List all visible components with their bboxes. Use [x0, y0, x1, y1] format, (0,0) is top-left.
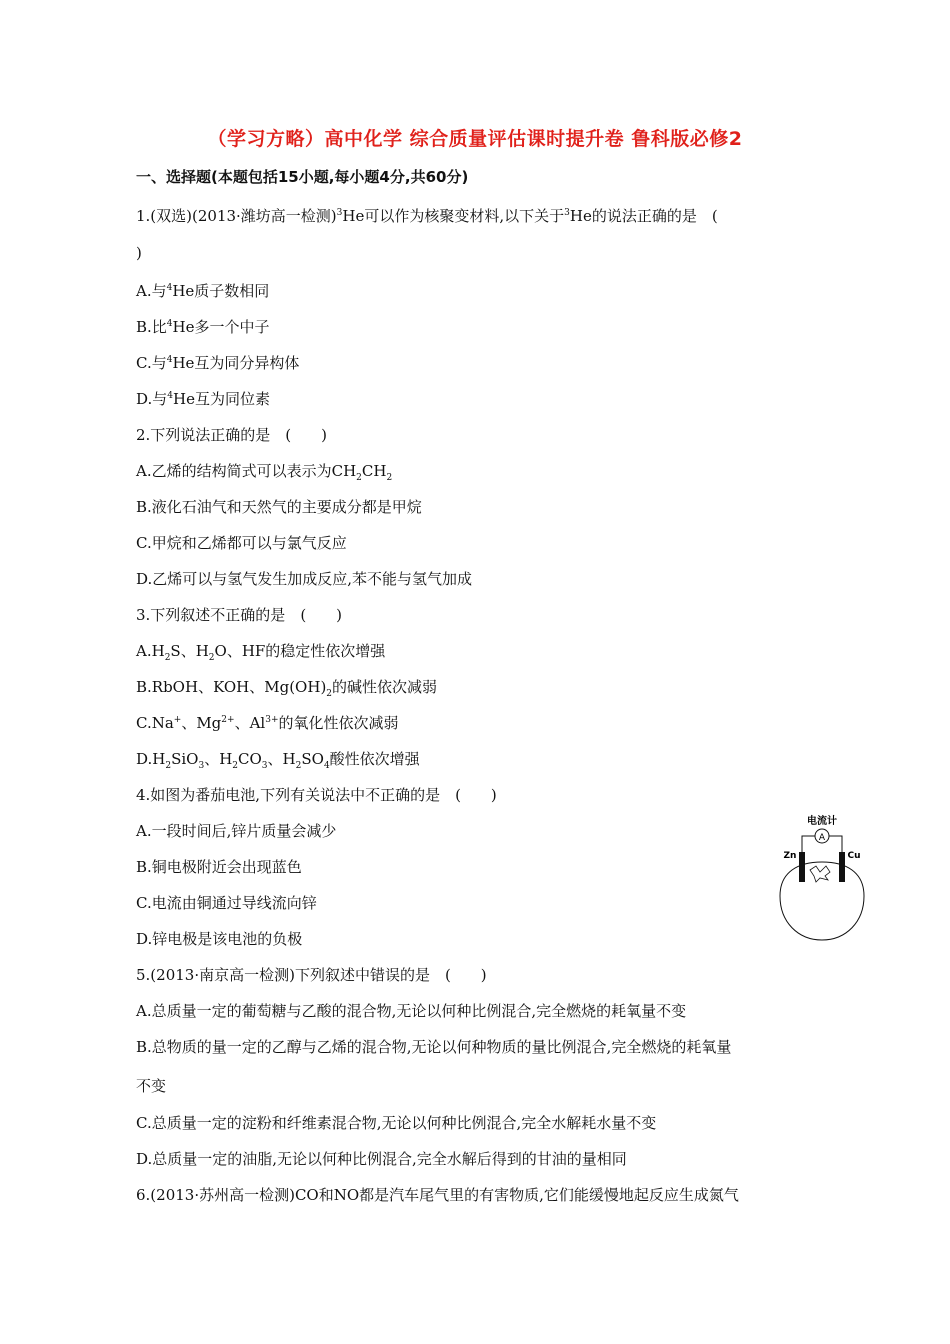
- ammeter-symbol: A: [818, 833, 826, 843]
- q1-stem: 1.(双选)(2013·潍坊高一检测)$^3$He可以作为核聚变材料,以下关于$^3$He的说法正确的是 (: [136, 207, 718, 225]
- q2-option-d: D.乙烯可以与氢气发生加成反应,苯不能与氢气加成: [136, 570, 473, 588]
- q5-option-b-cont: 不变: [136, 1077, 167, 1095]
- q5-stem: 5.(2013·南京高一检测)下列叙述中错误的是 ( ): [136, 966, 487, 984]
- tomato-battery-diagram: [770, 812, 870, 946]
- q2-option-b: B.液化石油气和天然气的主要成分都是甲烷: [136, 498, 422, 516]
- right-wire: [829, 836, 842, 852]
- q4-option-a: A.一段时间后,锌片质量会减少: [136, 822, 337, 840]
- q3-option-a: $A.H_2S$、$H_2O$、HF的稳定性依次增强: [136, 642, 386, 663]
- q4-option-c: C.电流由铜通过导线流向锌: [136, 894, 317, 912]
- q1-option-b: B.比$^4$He多一个中子: [136, 318, 270, 336]
- q3-option-d: $D.H_2SiO_3$、$H_2CO_3$、$H_2SO_4$酸性依次增强: [136, 750, 420, 771]
- q1-option-d: D.与$^4$He互为同位素: [136, 390, 270, 408]
- zinc-electrode: [799, 852, 805, 882]
- q4-stem: 4.如图为番茄电池,下列有关说法中不正确的是 ( ): [136, 786, 497, 804]
- q5-option-c: C.总质量一定的淀粉和纤维素混合物,无论以何种比例混合,完全水解耗水量不变: [136, 1114, 657, 1132]
- q3-option-b: B.RbOH、KOH、$Mg(OH)_2$的碱性依次减弱: [136, 678, 438, 699]
- copper-electrode: [839, 852, 845, 882]
- meter-label: 电流计: [807, 816, 837, 827]
- q4-option-b: B.铜电极附近会出现蓝色: [136, 858, 302, 876]
- q1-option-a: A.与$^4$He质子数相同: [136, 282, 270, 300]
- zinc-label: Zn: [783, 851, 797, 861]
- q5-option-b: B.总物质的量一定的乙醇与乙烯的混合物,无论以何种物质的量比例混合,完全燃烧的耗氧量: [136, 1038, 732, 1056]
- q5-option-d: D.总质量一定的油脂,无论以何种比例混合,完全水解后得到的甘油的量相同: [136, 1150, 627, 1168]
- q3-stem: 3.下列叙述不正确的是 ( ): [136, 606, 343, 624]
- document-title: （学习方略）高中化学 综合质量评估课时提升卷 鲁科版必修2: [207, 128, 743, 150]
- q6-stem: 6.(2013·苏州高一检测)CO和NO都是汽车尾气里的有害物质,它们能缓慢地起反应生成氮气: [136, 1186, 739, 1204]
- left-wire: [802, 836, 815, 852]
- q5-option-a: A.总质量一定的葡萄糖与乙酸的混合物,无论以何种比例混合,完全燃烧的耗氧量不变: [136, 1002, 687, 1020]
- copper-label: Cu: [847, 851, 861, 861]
- q2-stem: 2.下列说法正确的是 ( ): [136, 426, 328, 444]
- q4-option-d: D.锌电极是该电池的负极: [136, 930, 303, 948]
- q1-option-c: C.与$^4$He互为同分异构体: [136, 354, 300, 372]
- q2-option-a: A.乙烯的结构简式可以表示为$CH_2CH_2$: [136, 462, 393, 483]
- q2-option-c: C.甲烷和乙烯都可以与氯气反应: [136, 534, 347, 552]
- q3-option-c: C.Na+、$Mg^{2+}$、$Al^{3+}$的氧化性依次减弱: [136, 714, 399, 732]
- section-heading: 一、选择题(本题包括15小题,每小题4分,共60分): [136, 168, 469, 186]
- q1-stem-close: ): [136, 244, 142, 262]
